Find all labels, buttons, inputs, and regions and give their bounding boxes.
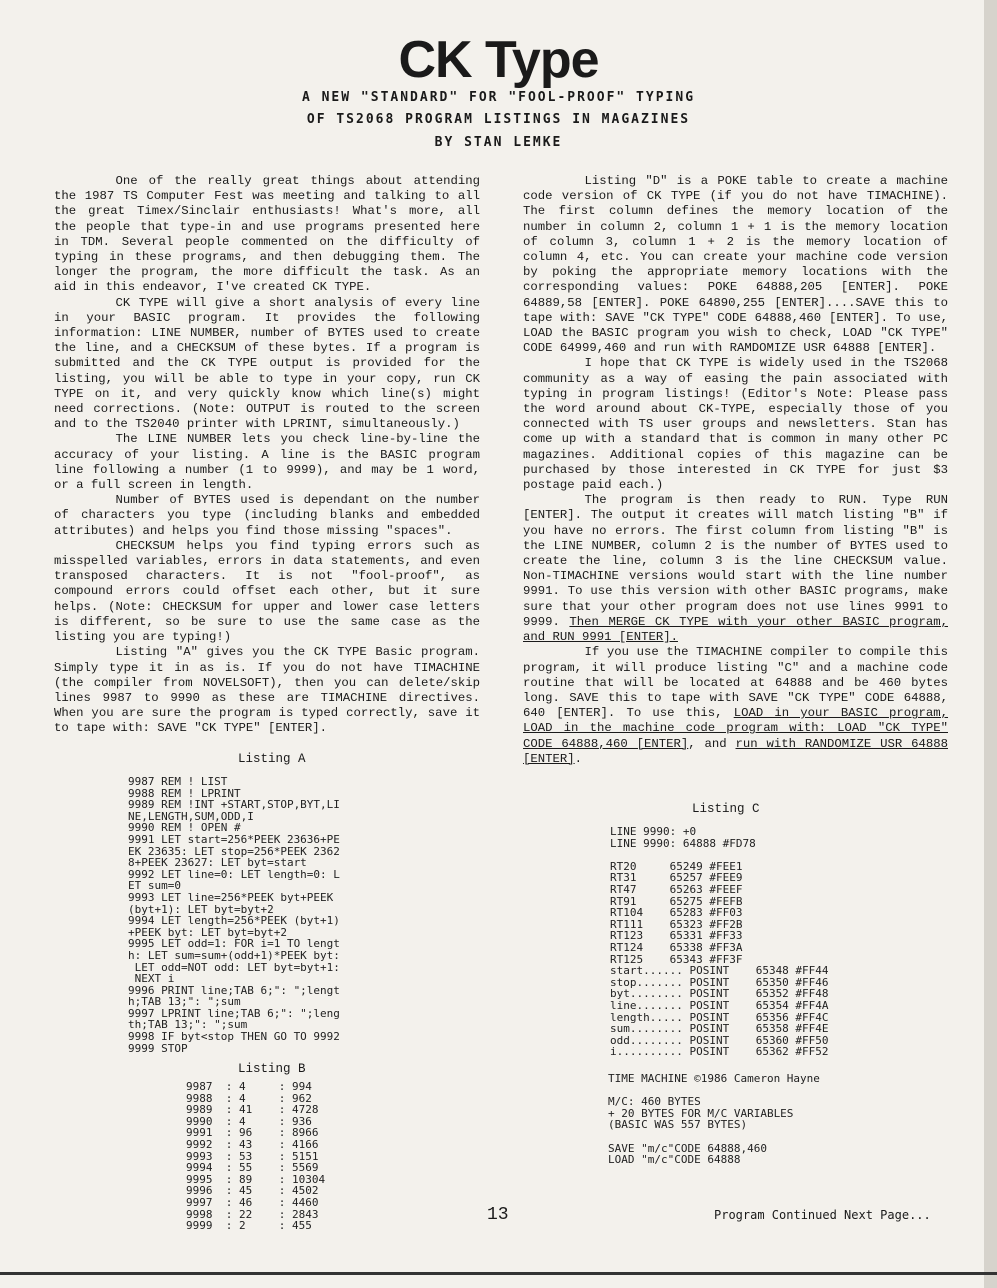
listing-c-code: LINE 9990: +0 LINE 9990: 64888 #FD78 RT20 65249 #FEE1 RT31 65257 #FEE9 RT47 65263 #FEEF RT91 65275 #FEFB RT104 65283 #FF03 RT111 65323 #FF2B RT123 65331 #FF33 RT124 65338 #FF3A RT125 65343 #FF3F start...... POSINT 65348 #FF44 stop....... POSINT 65350 #FF46 byt........ POSINT 65352 #FF48 line....... POSINT 65354 #FF4A length..... POSINT 65356 #FF4C sum........ POSINT 65358 #FF4E odd........ POSINT 65360 #FF50 i.......... POSINT 65362 #FF52 xyxy=(610,825,829,1059)
paragraph-text: . xyxy=(574,751,583,766)
paragraph: I hope that CK TYPE is widely used in the TS2068 community as a way of easing the pain associated with typing in program listings! (Editor's Note: Please pass the word around about CK-TYPE, especially those of you connected with TS user groups and newsletters. Stan has come up with a standard that is common in many other PC magazines. Additional copies of this magazine can be purchased by those interested in CK TYPE for just $3 postage paid each.) xyxy=(523,356,948,493)
article-title: CK Type xyxy=(398,31,599,89)
paragraph: CK TYPE will give a short analysis of every line in your BASIC program. It provides the following information: LINE NUMBER, number of BYTES used to create the line, and a CHECKSUM of these bytes. If a program is submitted and the CK TYPE output is provided for the listing, you will be able to type in your copy, run CK TYPE on it, and very quickly know which line(s) might need corrections. (Note: OUTPUT is routed to the screen and to the TS2040 printer with LPRINT, simultaneously.) xyxy=(54,295,480,432)
paragraph xyxy=(523,645,948,767)
paragraph: Listing "A" gives you the CK TYPE Basic program. Simply type it in as is. If you do not have TIMACHINE (the compiler from NOVELSOFT), then you can delete/skip lines 9987 to 9990 as these are TIMACHINE directives. When you are sure the program is typed correctly, save it to tape with: SAVE "CK TYPE" [ENTER]. xyxy=(54,645,480,736)
listing-b-heading: Listing B xyxy=(238,1062,306,1076)
underlined-instruction: run with RANDOMIZE USR 64888 [ENTER] xyxy=(523,736,948,766)
listing-c-heading: Listing C xyxy=(692,802,760,816)
paragraph: Listing "D" is a POKE table to create a machine code version of CK TYPE (if you do not have TIMACHINE). The first column defines the memory location of the number in column 2, column 1 + 1 is the memory location of column 3, column 1 + 2 is the memory location of column 4, etc. You can create your machine code version by poking the appropriate memory locations with the corresponding values: POKE 64888,205 [ENTER]. POKE 64889,58 [ENTER]. POKE 64890,255 [ENTER]....SAVE this to tape with: SAVE "CK TYPE" CODE 64888,460 [ENTER]. To use, LOAD the BASIC program you wish to check, LOAD "CK TYPE" CODE 64999,460 and run with RAMDOMIZE USR 64888 [ENTER]. xyxy=(523,174,948,356)
paragraph: The LINE NUMBER lets you check line-by-line the accuracy of your listing. A line is the BASIC program line following a number (1 to 9999), and may be 1 word, or a full screen in length. xyxy=(54,432,480,493)
article-column-left xyxy=(54,174,480,737)
continued-note: Program Continued Next Page... xyxy=(714,1208,931,1222)
listing-b-code: 9987 : 4 : 994 9988 : 4 : 962 9989 : 41 : 4728 9990 : 4 : 936 9991 : 96 : 8966 9992 : 43 : 4166 9993 : 53 : 5151 9994 : 55 : 5569 9995 : 89 : 10304 9996 : 45 : 4502 9997 : 46 : 4460 9998 : 22 : 2843 9999 : 2 : 455 xyxy=(186,1080,326,1233)
underlined-instruction: LOAD in your BASIC program, LOAD in the machine code program with: LOAD "CK TYPE" CODE 64888,460 [ENTER] xyxy=(523,706,949,751)
paragraph-text: , and xyxy=(688,736,727,751)
page-number: 13 xyxy=(487,1205,509,1225)
article-column-right xyxy=(523,174,948,767)
article-subtitle-1: A NEW "STANDARD" FOR "FOOL-PROOF" TYPING xyxy=(301,90,696,105)
paragraph-text: The program is then ready to RUN. Type RUN [ENTER]. The output it creates will match listing "B" if you have no errors. The first column from listing "B" is the LINE NUMBER, column 2 is the number of BYTES used to create the line, column 3 is the line CHECKSUM value. Non-TIMACHINE versions would start with the line number 9991. To use this version with other BASIC programs, make sure that your other program does not use lines 9991 to 9999. xyxy=(523,493,948,629)
paragraph xyxy=(523,493,948,645)
listing-a-code: 9987 REM ! LIST 9988 REM ! LPRINT 9989 REM !INT +START,STOP,BYT,LI NE,LENGTH,SUM,ODD,I 9990 REM ! OPEN # 9991 LET start=256*PEEK 23636+PE EK 23635: LET stop=256*PEEK 2362 8+PEEK 23627: LET byt=start 9992 LET line=0: LET length=0: L ET sum=0 9993 LET line=256*PEEK byt+PEEK (byt+1): LET byt=byt+2 9994 LET length=256*PEEK (byt+1) +PEEK byt: LET byt=byt+2 9995 LET odd=1: FOR i=1 TO lengt h: LET sum=sum+(odd+1)*PEEK byt: LET odd=NOT odd: LET byt=byt+1: NEXT i 9996 PRINT line;TAB 6;": ";lengt h;TAB 13;": ";sum 9997 LPRINT line;TAB 6;": ";leng th;TAB 13;": ";sum 9998 IF byt<stop THEN GO TO 9992 9999 STOP xyxy=(128,775,340,1055)
listing-c-machine-info: TIME MACHINE ©1986 Cameron Hayne M/C: 460 BYTES + 20 BYTES FOR M/C VARIABLES (BASIC WAS 557 BYTES) SAVE "m/c"CODE 64888,460 LOAD "m/c"CODE 64888 xyxy=(608,1072,820,1167)
paragraph: Number of BYTES used is dependant on the number of characters you type (including blanks and embedded attributes) and helps you find those missing "spaces". xyxy=(54,493,480,538)
underlined-instruction: Then MERGE CK TYPE with your other BASIC program, and RUN 9991 [ENTER]. xyxy=(523,614,948,645)
paragraph: One of the really great things about attending the 1987 TS Computer Fest was meeting and talking to all the great Timex/Sinclair enthusiasts! What's more, all the people that type-in and use programs presented here in TDM. Several people commented on the difficulty of typing in these programs, and then debugging them. The longer the program, the more difficult the task. As an aid in this endeavor, I've created CK TYPE. xyxy=(54,174,480,295)
article-subtitle-2: OF TS2068 PROGRAM LISTINGS IN MAGAZINES xyxy=(306,112,691,127)
page-bottom-edge xyxy=(0,1272,997,1275)
article-byline: BY STAN LEMKE xyxy=(434,135,563,150)
listing-a-heading: Listing A xyxy=(238,752,306,766)
page-edge-shadow xyxy=(984,0,997,1288)
paragraph-text: If you use the TIMACHINE compiler to compile this program, it will produce listing "C" and a machine code routine that will be located at 64888 and be 460 bytes long. SAVE this to tape with SAVE "CK TYPE" CODE 64888, 640 [ENTER]. To use this, xyxy=(523,645,948,721)
paragraph: CHECKSUM helps you find typing errors such as misspelled variables, errors in data statements, and even transposed characters. It is not "fool-proof", as compound errors could offset each other, but it sure helps. (Note: CHECKSUM for upper and lower case letters is different, so be sure to use the same case as the listing you are typing!) xyxy=(54,538,480,645)
